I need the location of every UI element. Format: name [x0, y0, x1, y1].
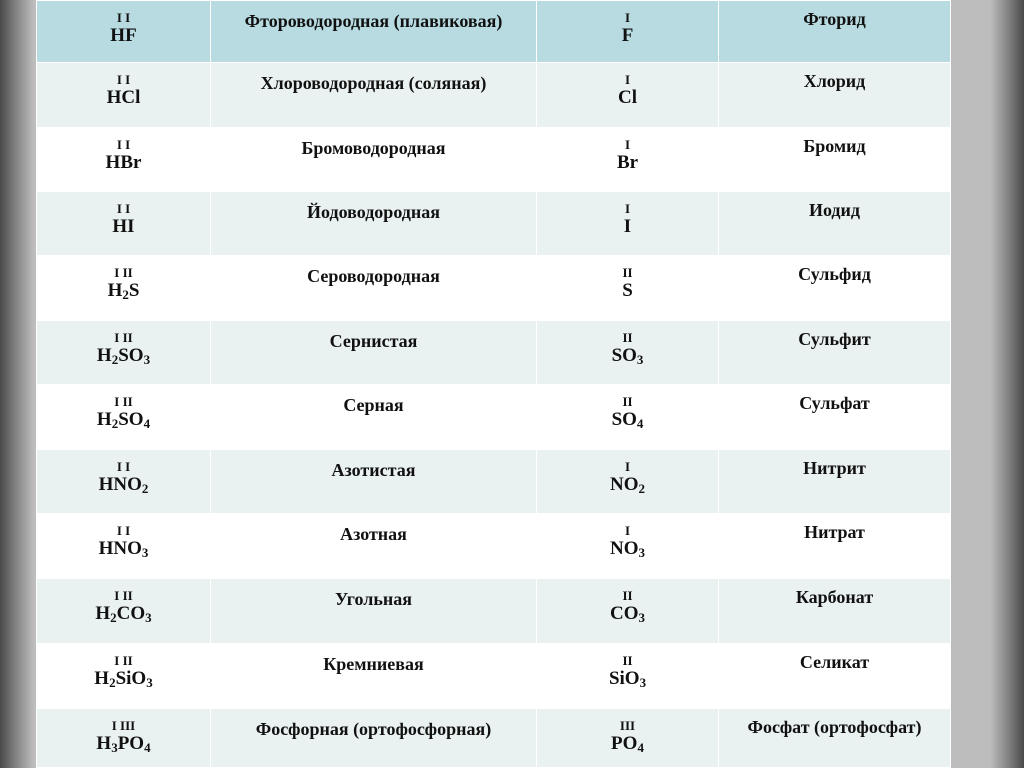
- formula-valence: I III: [111, 718, 136, 733]
- table-row: [37, 63, 951, 128]
- table-row: [37, 128, 951, 192]
- acid-formula: $H_2S$: [107, 280, 140, 302]
- acid-name: Бромоводородная: [301, 138, 446, 158]
- acid-name: Йодоводородная: [306, 202, 441, 222]
- salt-name-cell: [719, 256, 951, 321]
- acid-formula-cell: [37, 128, 211, 192]
- table-row: [37, 385, 951, 450]
- acid-formula: $H_3PO_4$: [96, 733, 151, 755]
- table-row: [37, 709, 951, 768]
- anion-cell: [537, 256, 719, 321]
- acid-name-cell: [211, 450, 537, 514]
- acid-name-cell: [211, 192, 537, 256]
- anion-cell: [537, 385, 719, 450]
- acid-formula: $HNO_2$: [98, 474, 149, 496]
- formula-valence: I II: [114, 588, 133, 603]
- acids-salts-sheet: [36, 0, 950, 767]
- acid-name-cell: [211, 644, 537, 709]
- salt-name-cell: [719, 514, 951, 579]
- acid-formula: $H_2SO_4$: [96, 409, 151, 431]
- anion-valence: II: [622, 330, 633, 345]
- acids-table: [36, 0, 951, 768]
- acid-name-cell: [211, 128, 537, 192]
- acid-formula-cell: [37, 709, 211, 768]
- acid-formula: HCl: [106, 87, 141, 108]
- anion-cell: [537, 450, 719, 514]
- anion-formula: Cl: [618, 87, 637, 108]
- acid-formula: HI: [112, 216, 135, 237]
- acid-formula-cell: [37, 385, 211, 450]
- salt-name-cell: [719, 385, 951, 450]
- formula-valence: I I: [116, 137, 131, 152]
- anion-valence: I: [624, 10, 631, 25]
- formula-valence: I I: [116, 201, 131, 216]
- anion-valence: I: [624, 459, 631, 474]
- acid-name: Кремниевая: [323, 654, 424, 674]
- acid-name-cell: [211, 321, 537, 385]
- anion-formula: Br: [616, 152, 639, 173]
- formula-valence: I I: [116, 10, 131, 25]
- anion-valence: I: [624, 72, 631, 87]
- acid-formula: $H_2SiO_3$: [94, 668, 153, 690]
- acid-name-cell: [211, 256, 537, 321]
- acid-name-cell: [211, 514, 537, 579]
- salt-name: Сульфат: [799, 393, 870, 413]
- anion-formula: S: [622, 280, 633, 301]
- salt-name: Бромид: [803, 136, 866, 156]
- salt-name: Сульфид: [798, 264, 871, 284]
- anion-formula: F: [621, 25, 634, 46]
- acid-formula-cell: [37, 321, 211, 385]
- salt-name: Селикат: [799, 652, 870, 672]
- anion-valence: II: [622, 265, 633, 280]
- acid-name: Фтороводородная (плавиковая): [244, 11, 503, 31]
- acid-formula-cell: [37, 1, 211, 63]
- acid-formula-cell: [37, 514, 211, 579]
- salt-name: Иодид: [808, 200, 861, 220]
- salt-name: Хлорид: [803, 71, 866, 91]
- anion-cell: [537, 63, 719, 128]
- acid-formula-cell: [37, 579, 211, 644]
- anion-cell: [537, 1, 719, 63]
- salt-name: Сульфит: [798, 329, 871, 349]
- acid-name-cell: [211, 385, 537, 450]
- formula-valence: I II: [114, 330, 133, 345]
- acid-formula: HF: [110, 25, 137, 46]
- anion-valence: II: [622, 653, 633, 668]
- table-row: [37, 514, 951, 579]
- acid-name: Сероводородная: [307, 266, 440, 286]
- table-row: [37, 579, 951, 644]
- acid-formula-cell: [37, 450, 211, 514]
- salt-name-cell: [719, 579, 951, 644]
- anion-cell: [537, 192, 719, 256]
- formula-valence: I I: [116, 523, 131, 538]
- anion-cell: [537, 321, 719, 385]
- acid-formula-cell: [37, 644, 211, 709]
- table-row: [37, 644, 951, 709]
- acid-name: Серная: [343, 395, 404, 415]
- salt-name: Фосфат (ортофосфат): [747, 717, 922, 737]
- anion-cell: [537, 128, 719, 192]
- acid-name-cell: [211, 579, 537, 644]
- anion-valence: II: [622, 588, 633, 603]
- salt-name: Нитрат: [804, 522, 865, 542]
- acid-formula: $H_2SO_3$: [96, 345, 151, 367]
- table-row: [37, 192, 951, 256]
- acid-formula-cell: [37, 63, 211, 128]
- acid-formula: $H_2CO_3$: [95, 603, 152, 625]
- anion-valence: I: [624, 137, 631, 152]
- formula-valence: I I: [116, 459, 131, 474]
- anion-valence: III: [619, 718, 636, 733]
- salt-name: Карбонат: [795, 587, 874, 607]
- anion-valence: I: [624, 523, 631, 538]
- acid-name: Азотная: [340, 524, 407, 544]
- acid-name: Фосфорная (ортофосфорная): [255, 719, 492, 739]
- acid-formula: HBr: [105, 152, 142, 173]
- salt-name-cell: [719, 128, 951, 192]
- formula-valence: I II: [114, 653, 133, 668]
- acid-name: Угольная: [335, 589, 412, 609]
- acid-name-cell: [211, 63, 537, 128]
- anion-formula: $CO_3$: [610, 603, 645, 625]
- anion-cell: [537, 514, 719, 579]
- salt-name: Нитрит: [803, 458, 866, 478]
- anion-formula: I: [623, 216, 632, 237]
- acid-name: Сернистая: [329, 331, 418, 351]
- salt-name-cell: [719, 321, 951, 385]
- acid-formula: $HNO_3$: [98, 538, 149, 560]
- anion-cell: [537, 644, 719, 709]
- acid-formula-cell: [37, 256, 211, 321]
- anion-valence: II: [622, 394, 633, 409]
- anion-valence: I: [624, 201, 631, 216]
- anion-formula: SiO$_3$: [608, 668, 647, 690]
- formula-valence: I II: [114, 265, 133, 280]
- anion-formula: $NO_3$: [610, 538, 645, 560]
- anion-cell: [537, 709, 719, 768]
- formula-valence: I II: [114, 394, 133, 409]
- acid-name: Азотистая: [331, 460, 416, 480]
- salt-name-cell: [719, 63, 951, 128]
- table-row: [37, 1, 951, 63]
- salt-name-cell: [719, 709, 951, 768]
- anion-formula: $PO_4$: [611, 733, 644, 755]
- salt-name-cell: [719, 192, 951, 256]
- acid-name-cell: [211, 1, 537, 63]
- formula-valence: I I: [116, 72, 131, 87]
- acid-name: Хлороводородная (соляная): [260, 73, 487, 93]
- table-row: [37, 321, 951, 385]
- table-row: [37, 256, 951, 321]
- acids-table-body: [37, 1, 951, 768]
- acid-name-cell: [211, 709, 537, 768]
- salt-name-cell: [719, 644, 951, 709]
- anion-formula: $NO_2$: [610, 474, 645, 496]
- salt-name: Фторид: [803, 9, 866, 29]
- anion-cell: [537, 579, 719, 644]
- anion-formula: $SO_3$: [611, 345, 644, 367]
- anion-formula: $SO_4$: [611, 409, 644, 431]
- table-row: [37, 450, 951, 514]
- salt-name-cell: [719, 450, 951, 514]
- salt-name-cell: [719, 1, 951, 63]
- acid-formula-cell: [37, 192, 211, 256]
